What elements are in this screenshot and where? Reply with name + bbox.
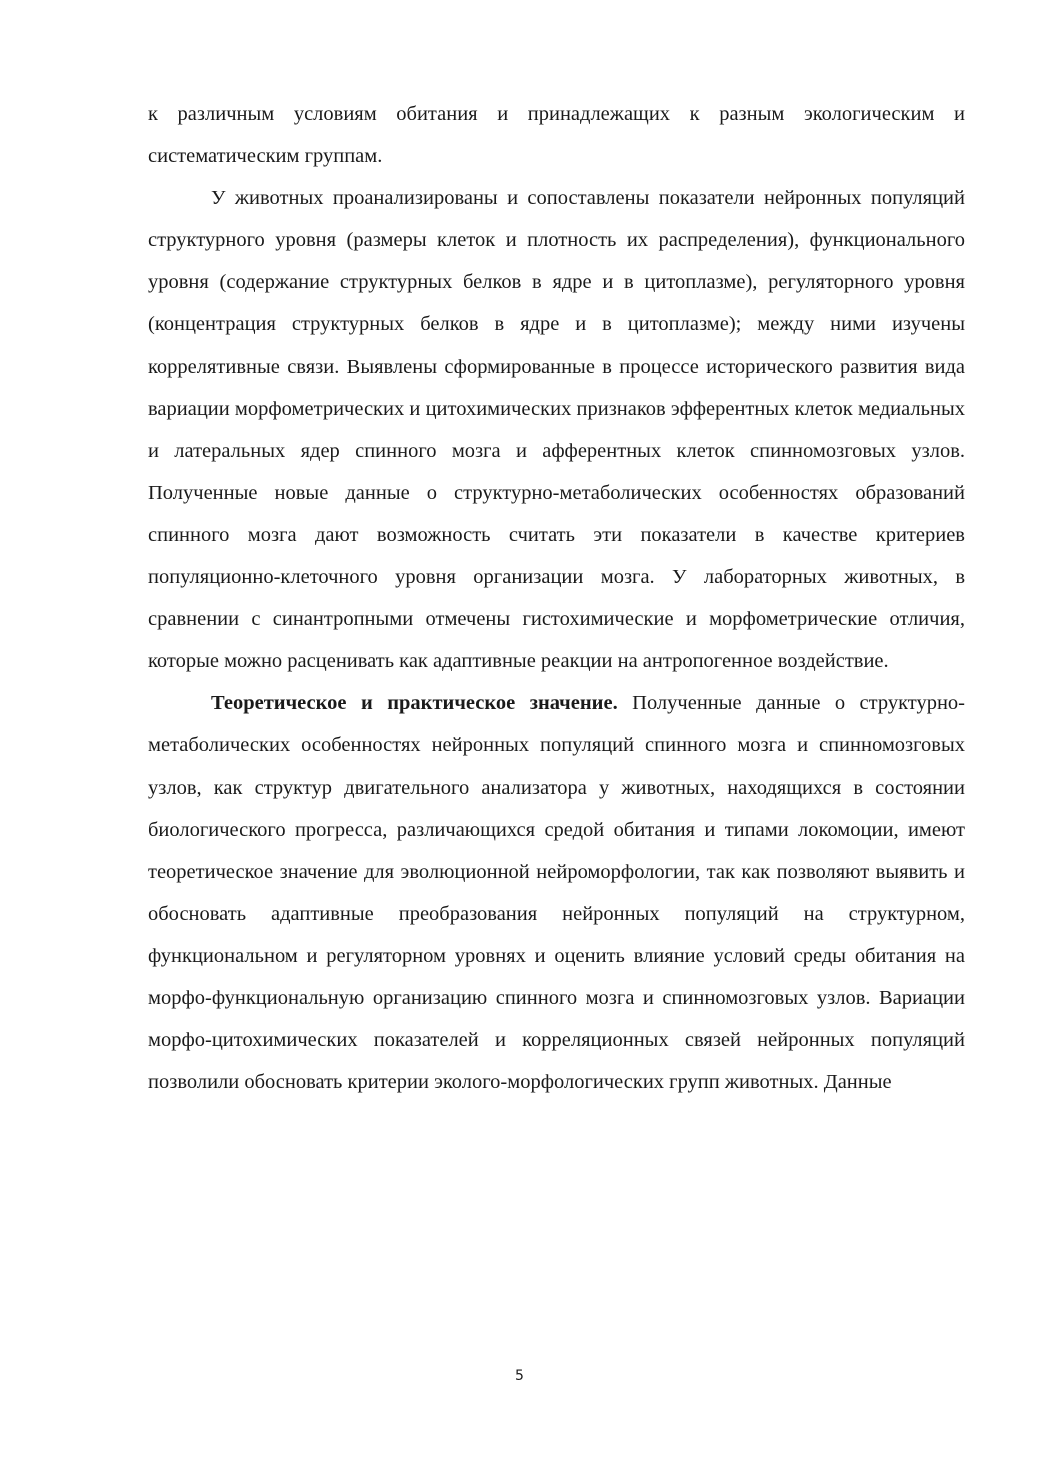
paragraph-significance (148, 682, 965, 1103)
paragraph-continuation (148, 93, 965, 177)
paragraph-text: к различным условиям обитания и принадлежащих к разным экологическим и систематическим группам. (148, 103, 965, 168)
paragraph-text: У животных проанализированы и сопоставлены показатели нейронных популяций структурного уровня (размеры клеток и плотность их распределения), функционального уровня (содержание структурных белков в ядре и в цитоплазме), регуляторного уровня (концентрация структурных белков в ядре и в цитоплазме); между ними изучены коррелятивные связи. Выявлены сформированные в процессе исторического развития вида вариации морфометрических и цитохимических признаков эфферентных клеток медиальных и латеральных ядер спинного мозга и афферентных клеток спинномозговых узлов. Полученные новые данные о структурно-метаболических особенностях образований спинного мозга дают возможность считать эти показатели в качестве критериев популяционно-клеточного уровня организации мозга. У лабораторных животных, в сравнении с синантропными отмечены гистохимические и морфометрические отличия, которые можно расценивать как адаптивные реакции на антропогенное воздействие. (148, 187, 965, 673)
page-number: 5 (515, 1368, 524, 1384)
paragraph-results (148, 177, 965, 682)
document-body (148, 93, 965, 1103)
paragraph-text: Полученные данные о структурно-метаболических особенностях нейронных популяций спинного мозга и спинномозговых узлов, как структур двигательного анализатора у животных, находящихся в состоянии биологического прогресса, различающихся средой обитания и типами локомоции, имеют теоретическое значение для эволюционной нейроморфологии, так как позволяют выявить и обосновать адаптивные преобразования нейронных популяций на структурном, функциональном и регуляторном уровнях и оценить влияние условий среды обитания на морфо-функциональную организацию спинного мозга и спинномозговых узлов. Вариации морфо-цитохимических показателей и корреляционных связей нейронных популяций позволили обосновать критерии эколого-морфологических групп животных. Данные (148, 692, 966, 1094)
paragraph-bold-lead: Теоретическое и практическое значение. (211, 692, 618, 715)
